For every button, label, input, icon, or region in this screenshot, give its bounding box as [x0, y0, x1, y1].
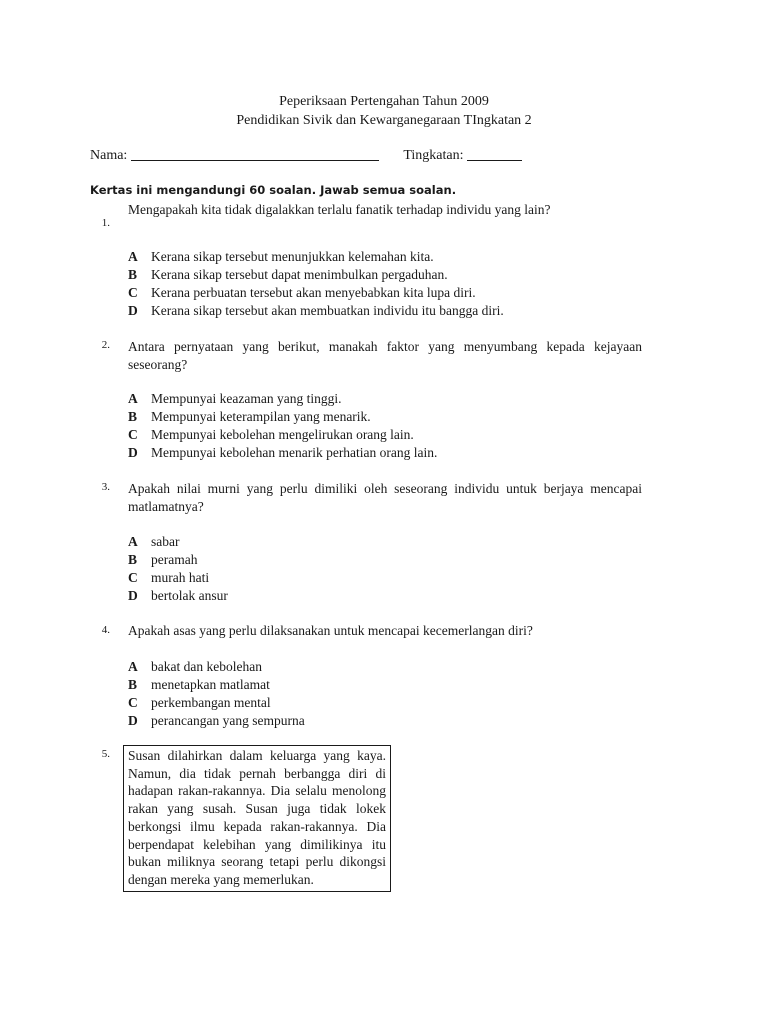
- option: [128, 712, 305, 730]
- option-text: Kerana sikap tersebut menunjukkan kelemahan kita.: [151, 249, 434, 264]
- name-blank: [131, 148, 379, 161]
- option-letter: B: [128, 677, 138, 692]
- option: [128, 444, 437, 462]
- option-letter: C: [128, 427, 138, 442]
- option: [128, 248, 504, 266]
- option-text: menetapkan matlamat: [151, 677, 270, 692]
- form-blank: [467, 148, 522, 161]
- instructions: Kertas ini mengandungi 60 soalan. Jawab semua soalan.: [90, 183, 457, 197]
- option-text: murah hati: [151, 570, 210, 585]
- passage-box: Susan dilahirkan dalam keluarga yang kaya. Namun, dia tidak pernah berbangga diri di hadapan rakan-rakannya. Dia selalu menolong rakan yang susah. Susan juga tidak lokek berkongsi ilmu kepada rakan-rakannya. Dia berpendapat kelebihan yang dimilikinya itu bukan miliknya seorang tetapi perlu dikongsi dengan mereka yang memerlukan.: [123, 745, 391, 892]
- option-letter: A: [128, 249, 138, 264]
- option-letter: D: [128, 588, 138, 603]
- option-text: perancangan yang sempurna: [151, 713, 305, 728]
- student-info-line: [90, 148, 522, 164]
- question-number: 4.: [101, 624, 110, 636]
- question-number: 2.: [101, 339, 110, 351]
- option: [128, 694, 305, 712]
- question-text: Mengapakah kita tidak digalakkan terlalu fanatik terhadap individu yang lain?: [128, 202, 551, 217]
- option-text: bertolak ansur: [151, 588, 228, 603]
- option-letter: B: [128, 552, 138, 567]
- option-text: Kerana perbuatan tersebut akan menyebabkan kita lupa diri.: [151, 285, 476, 300]
- option-letter: A: [128, 534, 138, 549]
- option: [128, 533, 228, 551]
- option: [128, 426, 437, 444]
- option-letter: A: [128, 391, 138, 406]
- question-number: 5.: [101, 748, 110, 760]
- question-number: 3.: [101, 481, 110, 493]
- option: [128, 284, 504, 302]
- option-text: Mempunyai keazaman yang tinggi.: [151, 391, 342, 406]
- question-text: Apakah asas yang perlu dilaksanakan untuk mencapai kecemerlangan diri?: [128, 623, 533, 638]
- option: [128, 676, 305, 694]
- option-list: [128, 248, 504, 320]
- option-letter: C: [128, 570, 138, 585]
- option-list: [128, 658, 305, 730]
- form-label: Tingkatan:: [403, 148, 464, 163]
- option-text: Kerana sikap tersebut dapat menimbulkan pergaduhan.: [151, 267, 448, 282]
- option-list: [128, 390, 437, 462]
- name-label: Nama:: [90, 148, 128, 163]
- exam-title: Peperiksaan Pertengahan Tahun 2009: [279, 94, 489, 109]
- option: [128, 390, 437, 408]
- option-letter: C: [128, 695, 138, 710]
- option-text: perkembangan mental: [151, 695, 271, 710]
- option-letter: C: [128, 285, 138, 300]
- option: [128, 266, 504, 284]
- option-text: Mempunyai kebolehan menarik perhatian orang lain.: [151, 445, 438, 460]
- option-text: Mempunyai keterampilan yang menarik.: [151, 409, 371, 424]
- option-text: Mempunyai kebolehan mengelirukan orang lain.: [151, 427, 414, 442]
- option-text: peramah: [151, 552, 198, 567]
- option-letter: B: [128, 409, 138, 424]
- option-letter: B: [128, 267, 138, 282]
- question-text: Apakah nilai murni yang perlu dimiliki oleh seseorang individu untuk berjaya mencapai matlamatnya?: [128, 481, 642, 514]
- option: [128, 658, 305, 676]
- option-letter: D: [128, 445, 138, 460]
- option-text: Kerana sikap tersebut akan membuatkan individu itu bangga diri.: [151, 303, 504, 318]
- option: [128, 408, 437, 426]
- exam-subtitle: Pendidikan Sivik dan Kewarganegaraan TIngkatan 2: [236, 113, 532, 128]
- option-list: [128, 533, 228, 605]
- option: [128, 587, 228, 605]
- option: [128, 302, 504, 320]
- option-text: bakat dan kebolehan: [151, 659, 262, 674]
- option-letter: D: [128, 713, 138, 728]
- option-text: sabar: [151, 534, 180, 549]
- option: [128, 569, 228, 587]
- option-letter: A: [128, 659, 138, 674]
- question-text: Antara pernyataan yang berikut, manakah faktor yang menyumbang kepada kejayaan seseorang?: [128, 339, 642, 372]
- option-letter: D: [128, 303, 138, 318]
- option: [128, 551, 228, 569]
- question-number: 1.: [101, 217, 110, 229]
